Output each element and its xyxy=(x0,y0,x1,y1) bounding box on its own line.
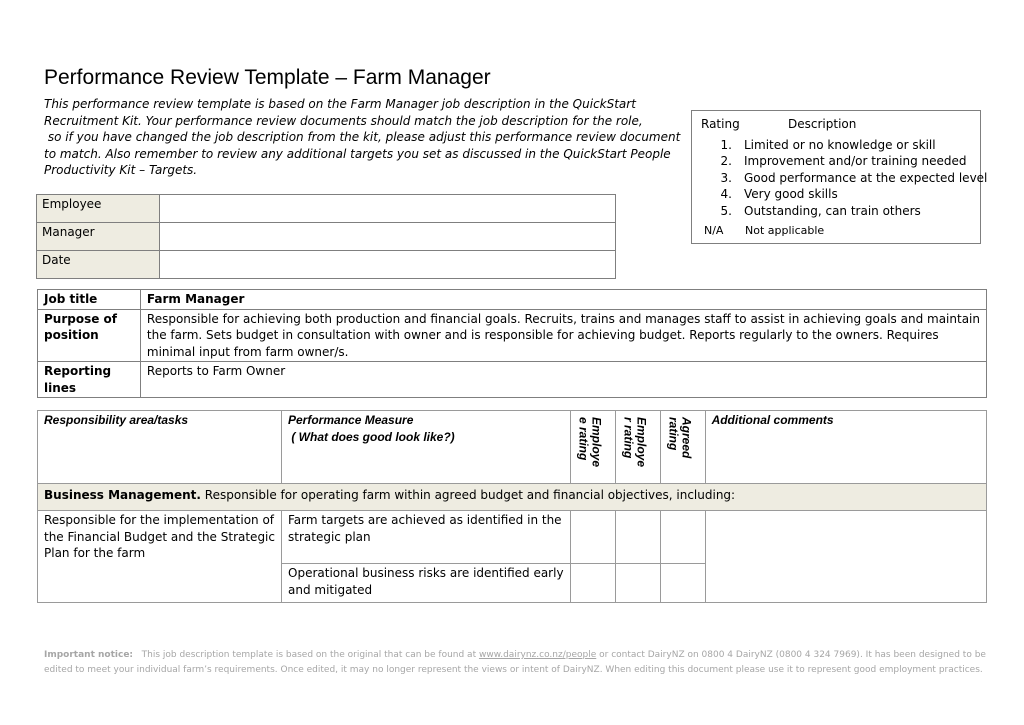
task-cell xyxy=(38,511,282,603)
purpose-line: the farm. Sets budget in consultation with owner and is responsible for achieving budget. Reports regularly to the owners. Requires xyxy=(146,328,939,342)
employee-field[interactable] xyxy=(160,195,616,223)
col-area-header: Responsibility area/tasks xyxy=(38,411,282,484)
measure-cell xyxy=(282,564,571,603)
comments-cell[interactable] xyxy=(705,511,986,603)
measure-line: Farm targets are achieved as identified in the xyxy=(288,513,562,527)
rating-number: 4. xyxy=(720,187,732,202)
rating-number: 5. xyxy=(720,203,732,218)
task-line: Responsible for the implementation of xyxy=(44,513,275,527)
responsibility-header-row xyxy=(38,411,987,484)
description-header: Description xyxy=(788,117,857,131)
job-title-text: Farm Manager xyxy=(146,292,245,306)
reporting-value: Reports to Farm Owner xyxy=(140,362,986,398)
intro-line: Recruitment Kit. Your performance review documents should match the job description for the role, xyxy=(44,113,643,128)
responsibility-table xyxy=(37,410,987,603)
intro-line: This performance review template is based on the Farm Manager job description in the QuickStart xyxy=(44,97,636,111)
measure-line: Operational business risks are identified early xyxy=(288,566,564,580)
col-employee-rating-line2: e rating xyxy=(576,417,591,461)
col-employee-rating-header xyxy=(570,411,615,484)
date-label: Date xyxy=(37,251,160,279)
task-line: the Financial Budget and the Strategic xyxy=(44,529,275,544)
purpose-label: Purpose of position xyxy=(38,309,141,362)
rating-header: Rating xyxy=(701,117,740,131)
measure-cell xyxy=(282,511,571,564)
rating-number: 1. xyxy=(720,138,732,152)
purpose-line: minimal input from farm owner/s. xyxy=(146,344,349,359)
employer-rating-cell[interactable] xyxy=(615,564,660,603)
col-employer-rating-line1: Employe xyxy=(634,417,649,468)
rating-text: Outstanding, can train others xyxy=(744,203,921,218)
purpose-value xyxy=(140,309,986,362)
col-agreed-rating-text xyxy=(667,417,693,458)
rating-text: Very good skills xyxy=(744,187,838,202)
na-label: N/A xyxy=(704,224,724,237)
employee-label: Employee xyxy=(37,195,160,223)
rating-item xyxy=(712,186,987,202)
na-text: Not applicable xyxy=(745,224,825,237)
notice-label: Important notice: xyxy=(44,650,134,660)
rating-legend-header xyxy=(701,117,857,131)
manager-field[interactable] xyxy=(160,223,616,251)
agreed-rating-cell[interactable] xyxy=(660,564,705,603)
intro-line: Productivity Kit – Targets. xyxy=(44,163,198,177)
manager-label: Manager xyxy=(37,223,160,251)
col-employee-rating-text xyxy=(577,417,603,467)
col-agreed-rating-header xyxy=(660,411,705,484)
col-employer-rating-text xyxy=(622,417,648,467)
intro-line: to match. Also remember to review any additional targets you set as discussed in the QuickStart People xyxy=(44,146,671,161)
task-row xyxy=(38,511,987,564)
rating-item xyxy=(712,203,987,219)
col-measure-line1: Performance Measure xyxy=(288,413,414,427)
measure-line: and mitigated xyxy=(288,582,373,597)
rating-text: Improvement and/or training needed xyxy=(744,154,967,169)
important-notice xyxy=(44,648,984,678)
col-measure-line2: ( What does good look like?) xyxy=(288,429,455,444)
section-row xyxy=(38,484,987,511)
section-title: Business Management. xyxy=(44,488,201,502)
rating-item xyxy=(712,137,987,153)
col-measure-header xyxy=(282,411,571,484)
notice-text: This job description template is based on the original that can be found at xyxy=(133,650,479,660)
rating-item xyxy=(712,153,987,169)
employee-rating-cell[interactable] xyxy=(570,511,615,564)
rating-legend xyxy=(691,110,988,244)
section-description: Responsible for operating farm within agreed budget and financial objectives, including: xyxy=(200,488,736,502)
reporting-label: Reporting lines xyxy=(38,362,141,398)
col-agreed-rating-line2: rating xyxy=(666,417,681,451)
notice-line: edited to meet your individual farm’s requirements. Once edited, it may no longer represent the views or intent of DairyNZ. When editing this document please use it to represent good employment practices. xyxy=(44,665,983,675)
rating-list xyxy=(712,137,987,219)
col-comments-header: Additional comments xyxy=(705,411,986,484)
intro-text xyxy=(44,96,681,179)
employee-info-table xyxy=(36,194,616,279)
col-employer-rating-line2: r rating xyxy=(621,417,636,459)
task-line: Plan for the farm xyxy=(44,546,146,560)
job-title-value xyxy=(140,290,986,310)
notice-text: or contact DairyNZ on 0800 4 DairyNZ (0800 4 324 7969). It has been designed to be xyxy=(596,650,986,660)
job-details-table xyxy=(37,289,987,398)
employee-rating-cell[interactable] xyxy=(570,564,615,603)
rating-text: Limited or no knowledge or skill xyxy=(744,138,936,152)
rating-item xyxy=(712,170,987,186)
section-business-management xyxy=(38,484,987,511)
agreed-rating-cell[interactable] xyxy=(660,511,705,564)
rating-na-row xyxy=(704,224,825,237)
notice-line xyxy=(44,648,984,663)
date-field[interactable] xyxy=(160,251,616,279)
col-employer-rating-header xyxy=(615,411,660,484)
page-title: Performance Review Template – Farm Manager xyxy=(44,66,491,89)
rating-text: Good performance at the expected level xyxy=(744,170,988,185)
dairynz-link[interactable]: www.dairynz.co.nz/people xyxy=(478,650,597,660)
rating-number: 2. xyxy=(720,154,732,169)
intro-line: so if you have changed the job description from the kit, please adjust this performance review document xyxy=(44,130,681,144)
col-employee-rating-line1: Employe xyxy=(589,417,604,468)
purpose-line: Responsible for achieving both production and financial goals. Recruits, trains and manages staff to assist in achieving goals and maintain xyxy=(146,311,980,326)
job-title-label: Job title xyxy=(38,290,141,310)
col-agreed-rating-line1: Agreed xyxy=(679,417,694,459)
employer-rating-cell[interactable] xyxy=(615,511,660,564)
measure-line: strategic plan xyxy=(288,529,371,544)
rating-number: 3. xyxy=(720,170,732,185)
